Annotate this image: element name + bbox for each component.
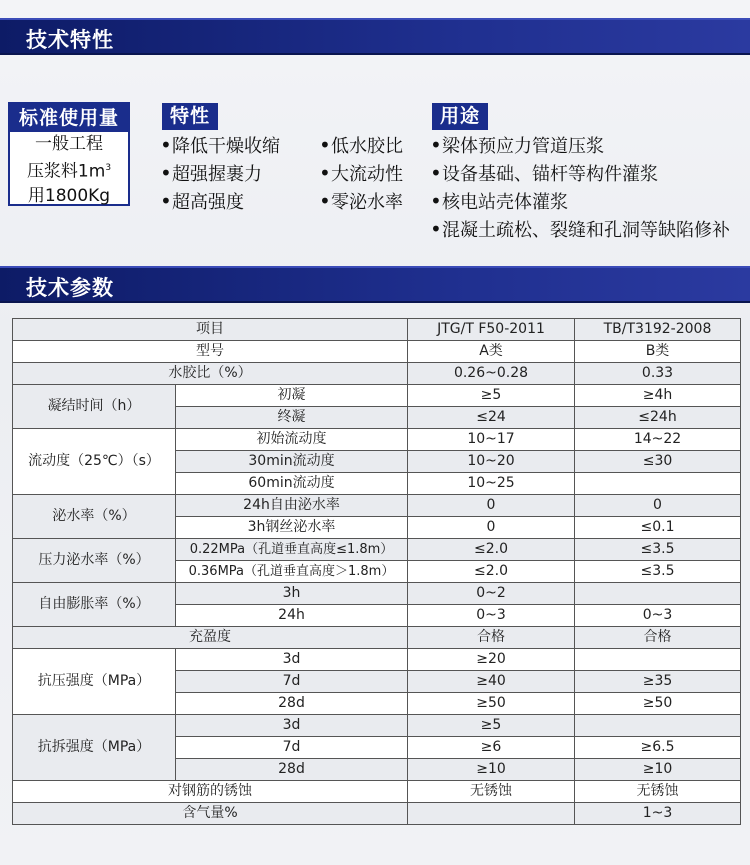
- usage-line-2: 压浆料$1m^3$: [26, 161, 112, 182]
- table-row: 流动度（25℃）（s） 初始流动度 10~17 14~22: [13, 429, 741, 451]
- list-item: •超高强度: [160, 189, 244, 213]
- table-row: 充盈度 合格 合格: [13, 627, 741, 649]
- header-std2: TB/T3192-2008: [575, 319, 741, 341]
- table-row: 抗压强度（MPa） 3d ≥20: [13, 649, 741, 671]
- section-title: 技术参数: [26, 276, 114, 300]
- list-item: •设备基础、锚杆等构件灌浆: [430, 161, 658, 185]
- section-header-features: [0, 18, 750, 55]
- table-row: 3h钢丝泌水率 0 ≤0.1: [13, 517, 741, 539]
- list-item: •低水胶比: [319, 133, 403, 157]
- table-row: 型号 A类 B类: [13, 341, 741, 363]
- list-item: •大流动性: [319, 161, 403, 185]
- features-list-2: [319, 132, 403, 216]
- table-row: 压力泌水率（%） 0.22MPa（孔道垂直高度≤1.8m） ≤2.0 ≤3.5: [13, 539, 741, 561]
- table-row: 自由膨胀率（%） 3h 0~2: [13, 583, 741, 605]
- uses-heading: 用途: [432, 103, 488, 130]
- usage-line-3: 用1800Kg: [27, 185, 111, 206]
- list-item: •梁体预应力管道压浆: [430, 133, 604, 157]
- usage-heading: 标准使用量: [10, 104, 128, 132]
- list-item: •降低干燥收缩: [160, 133, 280, 157]
- section-title: 技术特性: [26, 28, 114, 52]
- list-item: •核电站壳体灌浆: [430, 189, 568, 213]
- table-row: 0.36MPa（孔道垂直高度＞1.8m） ≤2.0 ≤3.5: [13, 561, 741, 583]
- table-row: 7d ≥40 ≥35: [13, 671, 741, 693]
- params-table: [12, 318, 741, 825]
- table-row: 抗拆强度（MPa） 3d ≥5: [13, 715, 741, 737]
- list-item: •超强握裹力: [160, 161, 262, 185]
- standard-usage-box: [8, 102, 130, 206]
- usage-line-1: 一般工程: [35, 134, 103, 154]
- header-std1: JTG/T F50-2011: [408, 319, 575, 341]
- header-item: 项目: [13, 319, 408, 341]
- table-row: 凝结时间（h） 初凝 ≥5 ≥4h: [13, 385, 741, 407]
- list-item: •混凝土疏松、裂缝和孔洞等缺陷修补: [430, 217, 730, 241]
- table-row: 30min流动度 10~20 ≤30: [13, 451, 741, 473]
- features-list-1: [160, 132, 280, 216]
- params-table-wrap: [12, 318, 740, 825]
- list-item: •零泌水率: [319, 189, 403, 213]
- table-row: 终凝 ≤24 ≤24h: [13, 407, 741, 429]
- table-row: 60min流动度 10~25: [13, 473, 741, 495]
- table-row: 28d ≥50 ≥50: [13, 693, 741, 715]
- uses-list: [430, 132, 730, 244]
- table-row: 7d ≥6 ≥6.5: [13, 737, 741, 759]
- table-row: 泌水率（%） 24h自由泌水率 0 0: [13, 495, 741, 517]
- table-row: 水胶比（%） 0.26~0.28 0.33: [13, 363, 741, 385]
- table-row: 28d ≥10 ≥10: [13, 759, 741, 781]
- table-row: 含气量% 1~3: [13, 803, 741, 825]
- section-header-params: [0, 266, 750, 303]
- table-header-row: [13, 319, 741, 341]
- features-heading: 特性: [162, 103, 218, 130]
- table-row: 对钢筋的锈蚀 无锈蚀 无锈蚀: [13, 781, 741, 803]
- table-row: 24h 0~3 0~3: [13, 605, 741, 627]
